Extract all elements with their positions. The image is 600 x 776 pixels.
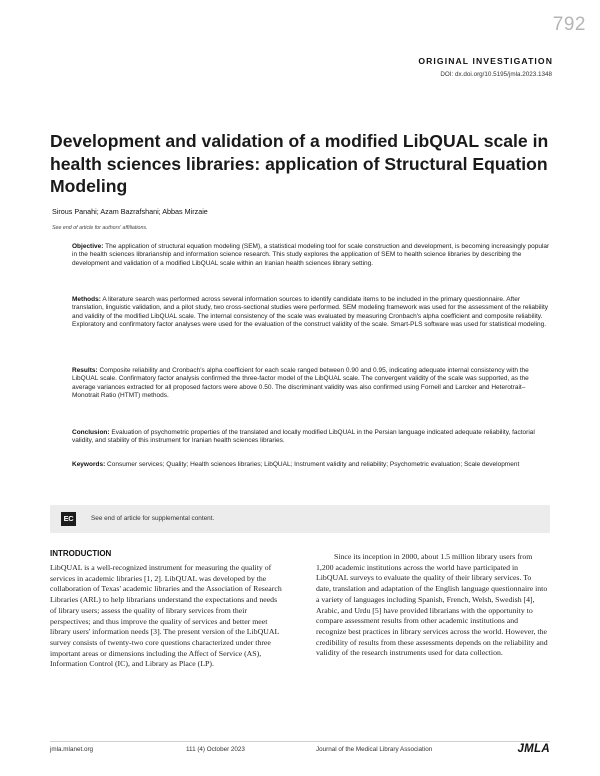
- abstract-results-text: Composite reliability and Cronbach's alpha coefficient for each scale ranged between 0.90 and 0.95, indicating adequate internal consistency with the LibQUAL scale. Confirmatory factor analysis confirmed the three-factor model of the LibQUAL scale. The convergent validity of the scale was supported, as the average variances extracted for all proposed factors were above 0.50. The discriminant validity was also confirmed using Fornell and Larcker and Heterotrait–Monotrait Ratio (HTMT) methods.: [72, 367, 529, 400]
- footer-issue: 111 (4) October 2023: [186, 746, 245, 753]
- abstract-results: [72, 367, 550, 401]
- abstract-objective-text: The application of structural equation modeling (SEM), a statistical modeling tool for scale construction and development, is becoming increasingly popular in the health sciences librarianship and information science research. This study explores the application of SEM to health science libraries by describing the development and validation of a modified LibQUAL scale within an Iranian health sciences library setting.: [72, 243, 550, 267]
- body-column-right: Since its inception in 2000, about 1.5 million library users from 1,200 academic institutions across the world have participated in LibQUAL surveys to evaluate the quality of their library services. To date, translation and adaptation of the English language questionnaire into a variety of languages including Spanish, French, Welsh, Swedish [4], Arabic, and Urdu [5] have provided librarians with the opportunity to compare assessment results from other academic institutions and recognize best practices in library services across the world. However, the credibility of results from these assessments depends on the reliability and validity of the research instruments used for data collection.: [316, 552, 548, 658]
- section-label: ORIGINAL INVESTIGATION: [418, 56, 553, 66]
- introduction-heading: INTRODUCTION: [50, 549, 112, 558]
- jmla-logo: JMLA: [517, 743, 550, 755]
- article-title: Development and validation of a modified LibQUAL scale in health sciences libraries: application of Structural Equation Modeling: [50, 131, 549, 196]
- footer-divider: [50, 741, 550, 742]
- abstract-results-label: Results:: [72, 367, 98, 374]
- abstract-conclusion-text: Evaluation of psychometric properties of the translated and locally modified LibQUAL in the Persian language indicated adequate reliability, factorial validity, and stability of this instrument for Iranian health sciences libraries.: [72, 429, 535, 445]
- supplemental-content-note: See end of article for supplemental content.: [91, 515, 215, 522]
- abstract-methods-text: A literature search was performed across several information sources to identify candidate items to be included in the primary questionnaire. After translation, linguistic validation, and a pilot study, two cross-sectional studies were performed. SEM modeling framework was used for the assessment of the reliability and validity of the modified LibQUAL scale. The internal consistency of the scale was evaluated by measuring Cronbach's alpha coefficient and composite reliability. Exploratory and confirmatory factor analyses were used for the evaluation of the construct validity of the scale. Smart-PLS software was used for statistical modeling.: [72, 296, 549, 329]
- supplemental-content-icon: EC: [61, 512, 76, 526]
- abstract-conclusion-label: Conclusion:: [72, 429, 110, 436]
- abstract-methods: [72, 296, 550, 330]
- abstract-objective-label: Objective:: [72, 243, 104, 250]
- author-list: Sirous Panahi; Azam Bazrafshani; Abbas Mirzaie: [52, 207, 208, 216]
- footer-journal-url[interactable]: jmla.mlanet.org: [50, 746, 94, 753]
- abstract-methods-label: Methods:: [72, 296, 101, 303]
- page-number: 792: [552, 14, 586, 35]
- body-column-left: LibQUAL is a well-recognized instrument for measuring the quality of services in academic libraries [1, 2]. LibQUAL was developed by the collaboration of Texas' academic libraries and the Association of Research Libraries (ARL) to help librarians understand the expectations and needs of library users; assess the quality of library services from their perspectives; and thus improve the quality of services and better meet library users' information needs [3]. The present version of the LibQUAL survey consists of twenty-two core questions characterized under three important areas or dimensions including the Affect of Service (AS), Information Control (IC), and Library as Place (LP).: [50, 563, 282, 669]
- doi-link[interactable]: DOI: dx.doi.org/10.5195/jmla.2023.1348: [440, 71, 552, 78]
- abstract-keywords: [72, 461, 550, 469]
- abstract-conclusion: [72, 429, 550, 446]
- abstract-objective: [72, 243, 550, 268]
- abstract-keywords-label: Keywords:: [72, 461, 106, 468]
- affiliation-note: See end of article for authors' affiliations.: [52, 225, 148, 231]
- abstract-keywords-text: Consumer services; Quality; Health sciences libraries; LibQUAL; Instrument validity and reliability; Psychometric evaluation; Scale development: [107, 461, 520, 468]
- footer-journal-name: Journal of the Medical Library Association: [316, 746, 433, 753]
- supplemental-content-bar: [50, 505, 550, 533]
